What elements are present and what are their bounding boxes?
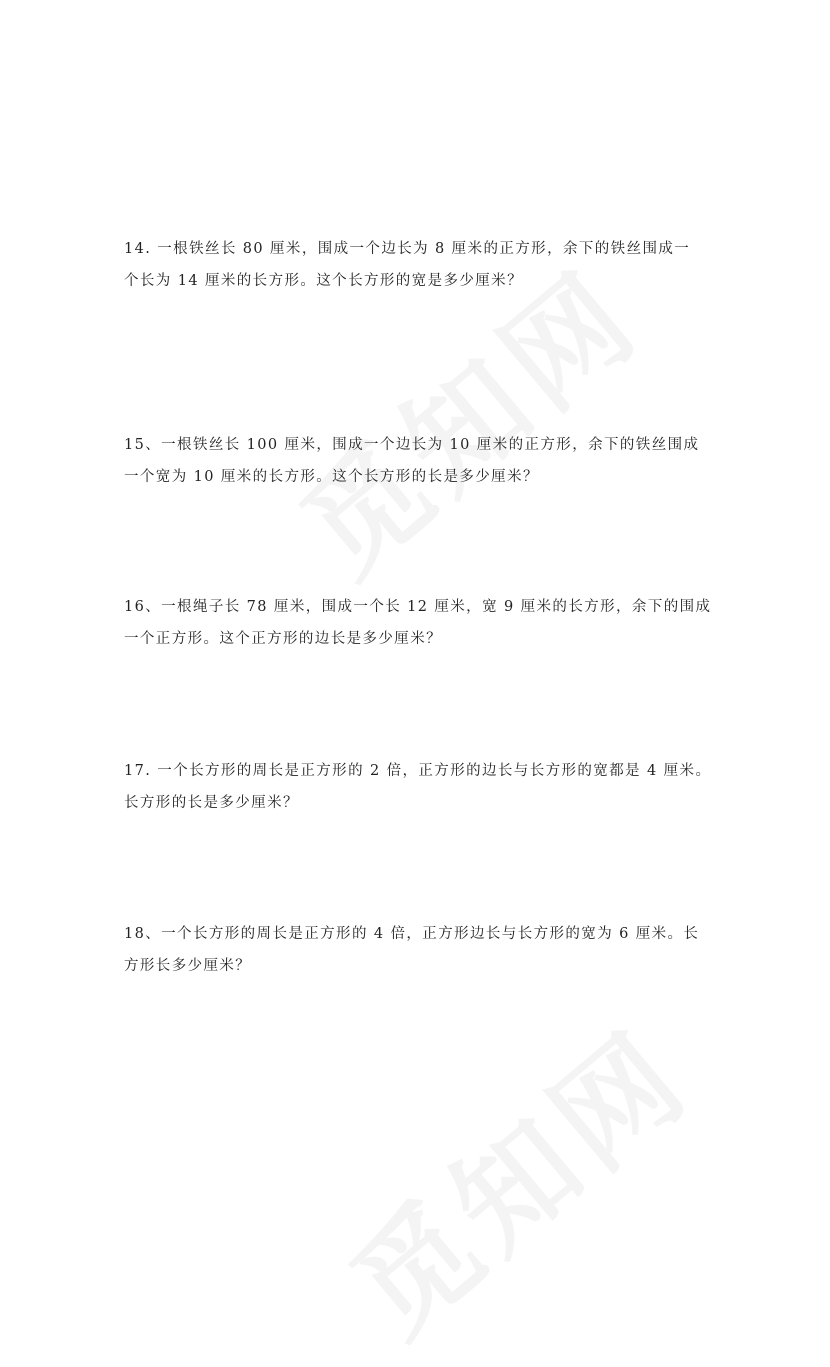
question-line: 方形长多少厘米？	[124, 958, 252, 974]
question-line: 18、一个长方形的周长是正方形的 4 倍，正方形边长与长方形的宽为 6 厘米。长	[124, 926, 700, 942]
question-line: 一个正方形。这个正方形的边长是多少厘米？	[124, 631, 442, 647]
question-16	[124, 591, 712, 655]
question-line: 16、一根绳子长 78 厘米，围成一个长 12 厘米，宽 9 厘米的长方形，余下的围成	[124, 599, 712, 615]
question-17	[124, 755, 712, 819]
question-15	[124, 429, 712, 493]
question-line: 一个宽为 10 厘米的长方形。这个长方形的长是多少厘米？	[124, 469, 539, 485]
question-line: 15、一根铁丝长 100 厘米，围成一个边长为 10 厘米的正方形，余下的铁丝围成	[124, 437, 700, 453]
question-line: 14. 一根铁丝长 80 厘米，围成一个边长为 8 厘米的正方形，余下的铁丝围成一	[124, 241, 691, 257]
watermark	[310, 985, 719, 1367]
question-line: 17. 一个长方形的周长是正方形的 2 倍，正方形的边长与长方形的宽都是 4 厘米。	[124, 763, 712, 779]
question-line: 个长为 14 厘米的长方形。这个长方形的宽是多少厘米？	[124, 273, 523, 289]
question-line: 长方形的长是多少厘米？	[124, 795, 299, 811]
question-18	[124, 918, 712, 982]
question-14	[124, 233, 712, 297]
